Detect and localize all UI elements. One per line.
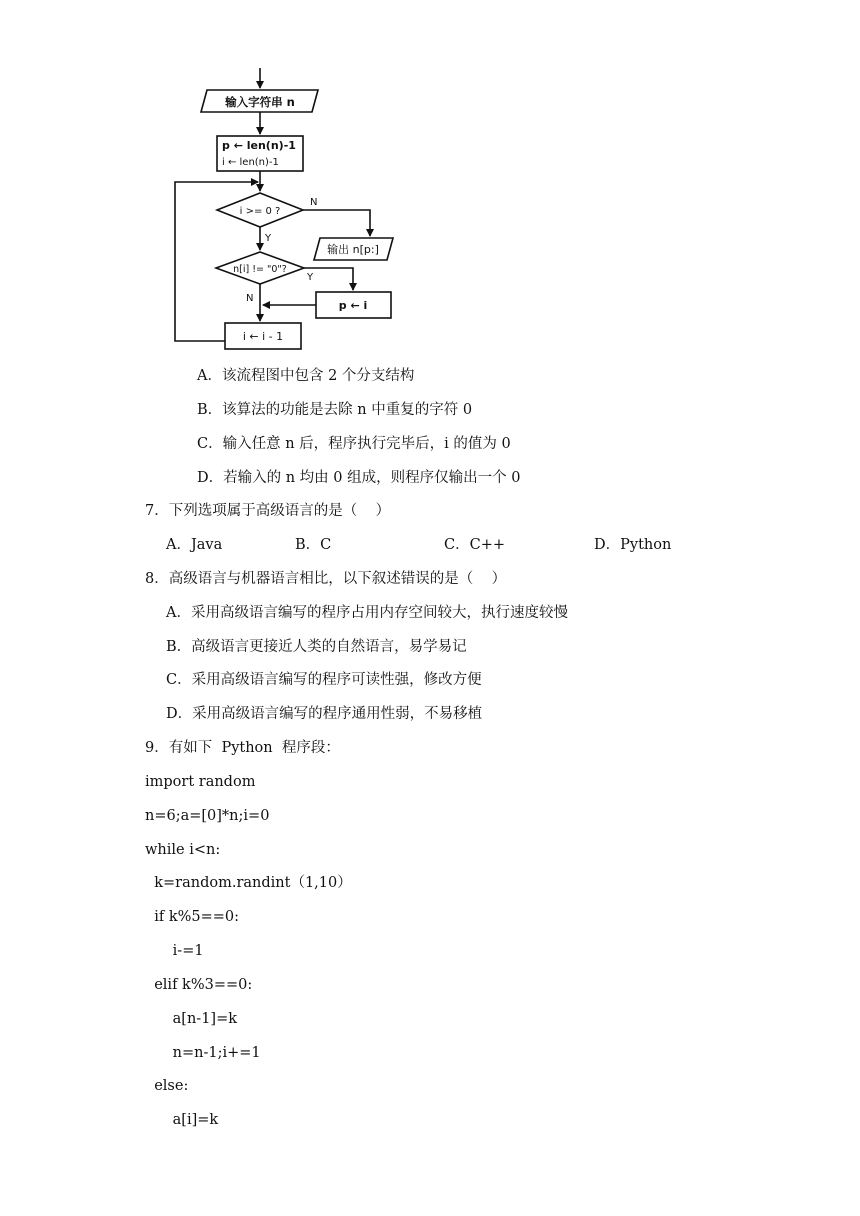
q6-option-d: D．若输入的 n 均由 0 组成，则程序仅输出一个 0 [197, 470, 521, 486]
q8-option-a: A．采用高级语言编写的程序占用内存空间较大，执行速度较慢 [166, 605, 568, 621]
q8-stem: 8．高级语言与机器语言相比，以下叙述错误的是（ ） [145, 571, 507, 587]
q8-option-c: C．采用高级语言编写的程序可读性强，修改方便 [166, 672, 482, 688]
label-y-1: Y [265, 233, 272, 244]
label-n-2: N [246, 293, 254, 304]
q7-option-b: B．C [295, 537, 332, 553]
input-label: 输入字符串 n [225, 95, 295, 109]
assign-p-label: p ← i [338, 299, 368, 312]
q9-stem: 9．有如下 Python 程序段： [145, 740, 340, 756]
label-y-2: Y [307, 272, 314, 283]
code-line: i-=1 [145, 943, 204, 959]
code-line: n=6;a=[0]*n;i=0 [145, 808, 270, 824]
code-line: else: [145, 1078, 189, 1094]
q6-option-c: C．输入任意 n 后，程序执行完毕后，i 的值为 0 [197, 436, 511, 452]
q6-option-b: B．该算法的功能是去除 n 中重复的字符 0 [197, 402, 473, 418]
init-p-label: p ← len(n)-1 [222, 139, 296, 152]
code-line: a[i]=k [145, 1112, 219, 1128]
decrement-label: i ← i - 1 [242, 330, 284, 343]
q8-option-b: B．高级语言更接近人类的自然语言，易学易记 [166, 639, 467, 655]
q7-option-d: D．Python [594, 537, 672, 553]
label-n-1: N [310, 197, 318, 208]
code-line: while i<n: [145, 842, 221, 858]
code-line: if k%5==0: [145, 909, 240, 925]
flowchart [0, 0, 860, 360]
code-line: n=n-1;i+=1 [145, 1045, 261, 1061]
code-line: elif k%3==0: [145, 977, 253, 993]
output-label: 输出 n[p:] [327, 243, 379, 256]
init-i-label: i ← len(n)-1 [222, 157, 279, 168]
q7-stem: 7．下列选项属于高级语言的是（ ） [145, 503, 391, 519]
q7-option-c: C．C++ [444, 537, 505, 553]
q8-option-d: D．采用高级语言编写的程序通用性弱，不易移植 [166, 706, 483, 722]
q6-option-a: A．该流程图中包含 2 个分支结构 [197, 368, 415, 384]
cond2-label: n[i] != "0"? [233, 264, 287, 275]
code-line: k=random.randint（1,10） [145, 875, 352, 891]
q7-option-a: A．Java [166, 537, 223, 553]
code-line: a[n-1]=k [145, 1011, 238, 1027]
code-line: import random [145, 774, 256, 790]
cond1-label: i >= 0 ? [239, 206, 281, 217]
